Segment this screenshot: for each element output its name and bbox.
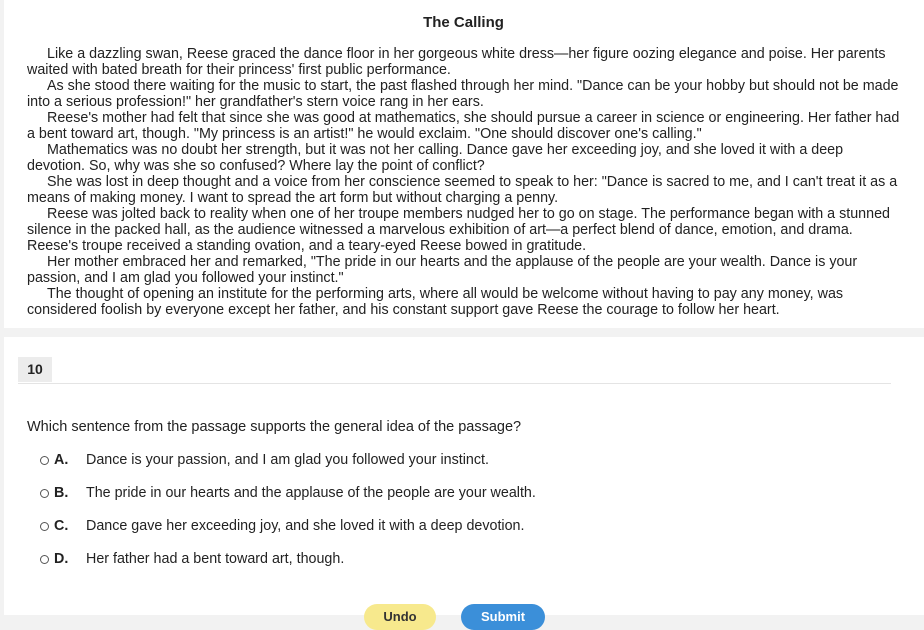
passage-paragraph: The thought of opening an institute for the performing arts, where all would be welcome without having to pay any money, was considered foolish by everyone except her father, and his constant support gave Reese the courage to follow her heart. [27, 286, 844, 318]
option-letter: C. [54, 518, 69, 534]
passage-paragraph: Reese's mother had felt that since she was good at mathematics, she should pursue a career in science or engineering. Her father had a bent toward art, though. "My princess is an artist!" he would exclaim. "One should discover one's calling." [27, 110, 900, 142]
radio-button-a[interactable] [40, 456, 49, 465]
radio-button-c[interactable] [40, 522, 49, 531]
question-prompt: Which sentence from the passage supports the general idea of the passage? [27, 419, 522, 435]
question-header [18, 357, 891, 384]
option-a[interactable] [40, 450, 489, 470]
question-number: 10 [18, 357, 52, 382]
passage-paragraph: As she stood there waiting for the music to start, the past flashed through her mind. "Dance can be your hobby but should not be made into a serious profession!" her grandfather's stern voice rang in her ears. [27, 78, 899, 110]
option-text[interactable]: The pride in our hearts and the applause of the people are your wealth. [86, 485, 536, 501]
option-b[interactable] [40, 483, 536, 503]
option-letter: B. [54, 485, 69, 501]
option-d[interactable] [40, 549, 344, 569]
option-text[interactable]: Dance gave her exceeding joy, and she loved it with a deep devotion. [86, 518, 525, 534]
question-panel [4, 337, 924, 624]
option-c[interactable] [40, 516, 524, 536]
passage-paragraph: Reese was jolted back to reality when one of her troupe members nudged her to go on stage. The performance began with a stunned silence in the packed hall, as the audience witnessed a marvelous exhibition of art—a perfect blend of dance, emotion, and drama. Reese's troupe received a standing ovation, and a teary-eyed Reese bowed in gratitude. [27, 206, 890, 254]
submit-button[interactable]: Submit [461, 604, 545, 630]
passage-paragraph: Her mother embraced her and remarked, "The pride in our hearts and the applause of the people are your wealth. Dance is your passion, and I am glad you followed your instinct." [27, 254, 858, 286]
passage-paragraph: Like a dazzling swan, Reese graced the dance floor in her gorgeous white dress—her figure oozing elegance and poise. Her parents waited with bated breath for their princess' first public performance. [27, 46, 886, 78]
option-letter: A. [54, 452, 69, 468]
passage-paragraph: Mathematics was no doubt her strength, but it was not her calling. Dance gave her exceeding joy, and she loved it with a deep devotion. So, why was she so confused? Where lay the point of conflict? [27, 142, 844, 174]
radio-button-d[interactable] [40, 555, 49, 564]
passage-body [27, 46, 900, 318]
passage-title: The Calling [423, 14, 504, 31]
undo-button[interactable]: Undo [364, 604, 436, 630]
option-text[interactable]: Her father had a bent toward art, though. [86, 551, 345, 567]
option-letter: D. [54, 551, 69, 567]
passage-paragraph: She was lost in deep thought and a voice from her conscience seemed to speak to her: "Dance is sacred to me, and I can't treat it as a means of making money. I want to spread the art form but without charging a penny. [27, 174, 898, 206]
radio-button-b[interactable] [40, 489, 49, 498]
passage-panel [4, 0, 924, 328]
option-text[interactable]: Dance is your passion, and I am glad you followed your instinct. [86, 452, 489, 468]
